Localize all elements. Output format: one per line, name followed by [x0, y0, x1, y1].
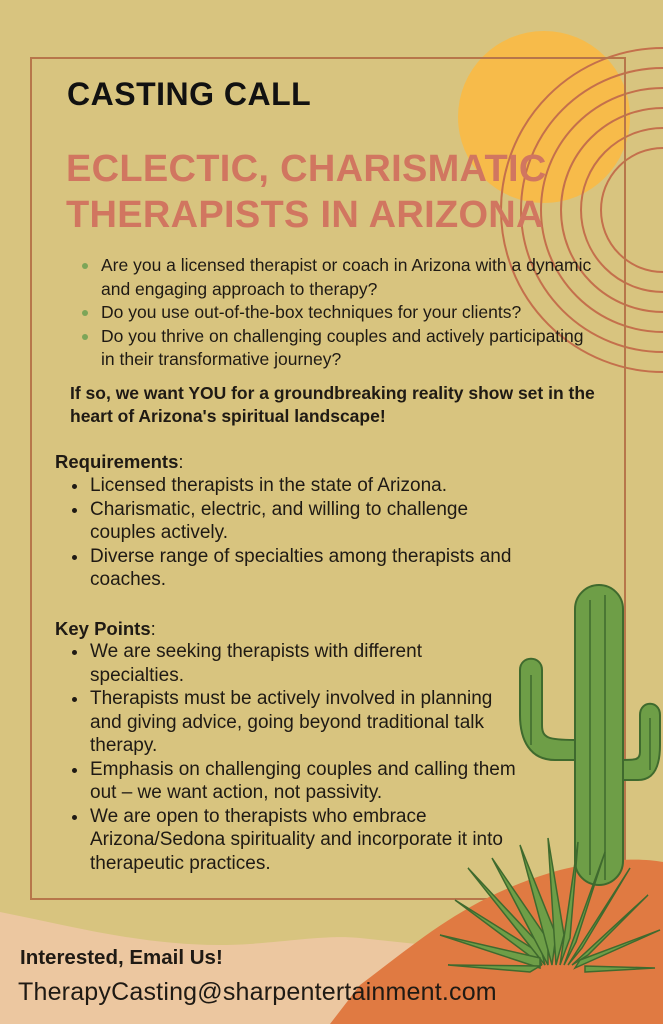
casting-call-title: CASTING CALL: [67, 76, 312, 112]
headline-line-2: THERAPISTS IN ARIZONA: [66, 194, 544, 236]
list-item: Emphasis on challenging couples and calling them out – we want action, not passivity.: [70, 758, 520, 805]
intro-bullet: Do you use out-of-the-box techniques for your clients?: [80, 301, 600, 325]
list-item: Diverse range of specialties among therapists and coaches.: [70, 545, 520, 592]
callout-text: If so, we want YOU for a groundbreaking reality show set in the heart of Arizona's spiritual landscape!: [70, 383, 595, 426]
headline-line-1: ECLECTIC, CHARISMATIC: [66, 148, 547, 190]
intro-bullet: Do you thrive on challenging couples and actively participating in their transformative journey?: [80, 325, 600, 372]
list-item: Charismatic, electric, and willing to challenge couples actively.: [70, 498, 520, 545]
key-points-label: Key Points: [55, 618, 151, 639]
key-points-heading: Key Points:: [55, 618, 156, 639]
list-item: Therapists must be actively involved in planning and giving advice, going beyond traditional talk therapy.: [70, 687, 520, 758]
list-item: We are open to therapists who embrace Arizona/Sedona spirituality and incorporate it into therapeutic practices.: [70, 805, 520, 876]
list-item: We are seeking therapists with different specialties.: [70, 640, 520, 687]
requirements-heading: Requirements:: [55, 451, 184, 472]
requirements-label: Requirements: [55, 451, 179, 472]
list-item: Licensed therapists in the state of Arizona.: [70, 474, 520, 498]
contact-prompt: Interested, Email Us!: [20, 946, 223, 969]
contact-email-link[interactable]: TherapyCasting@sharpentertainment.com: [18, 978, 497, 1006]
intro-bullet: Are you a licensed therapist or coach in Arizona with a dynamic and engaging approach to therapy?: [80, 254, 600, 301]
